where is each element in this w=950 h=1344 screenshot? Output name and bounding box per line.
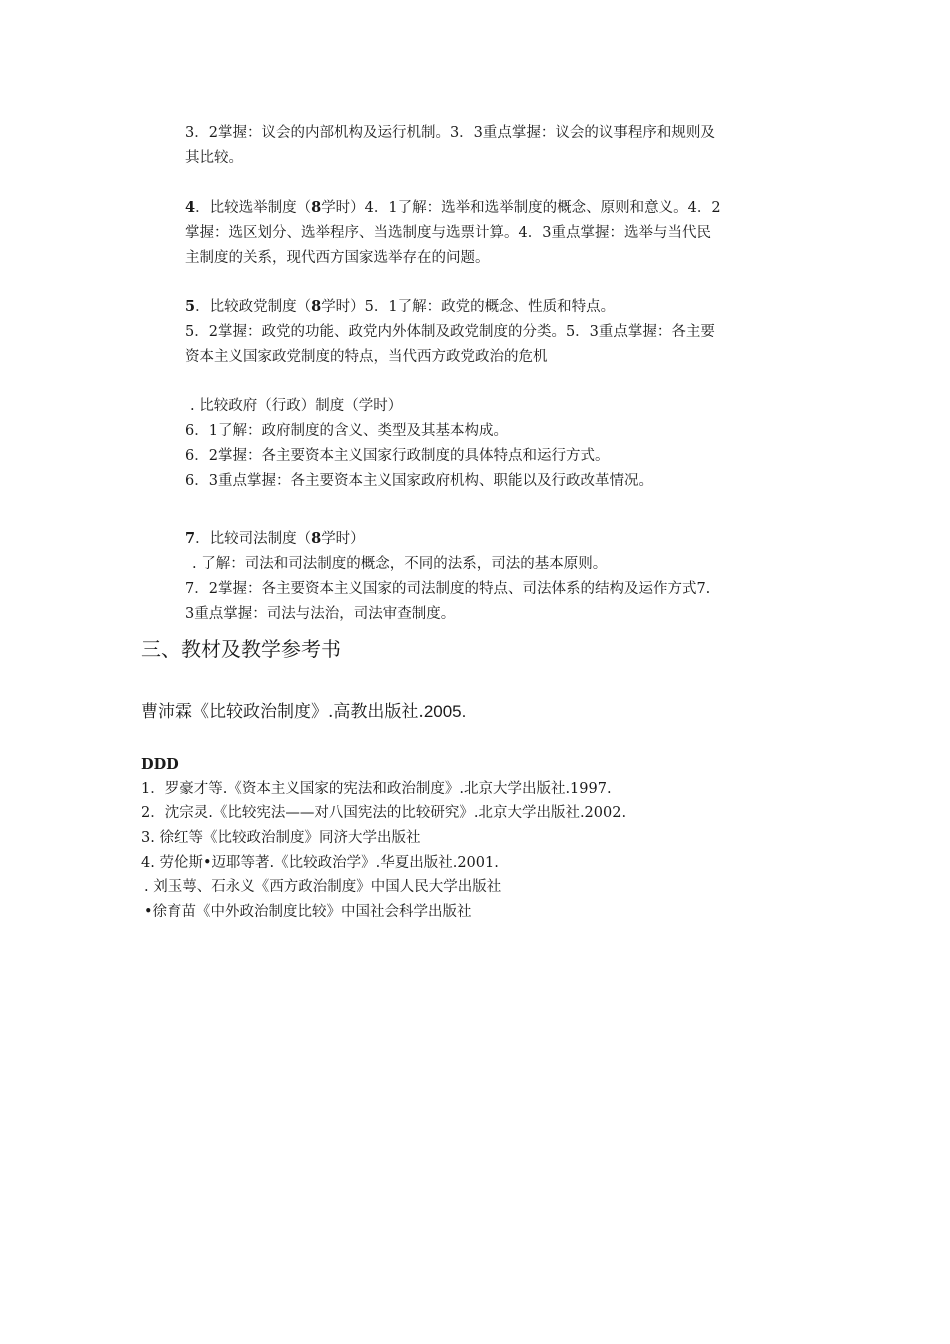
sec7-line-1	[185, 528, 365, 550]
sec7-title: ．比较司法制度（	[195, 531, 312, 547]
sec5-line-2: 5．2掌握：政党的功能、政党内外体制及政党制度的分类。5．3重点掌握：各主要	[185, 324, 715, 340]
reference-item-1: 1．罗豪才等.《资本主义国家的宪法和政治制度》.北京大学出版社.1997.	[141, 781, 612, 797]
sec6-line-2: 6．2掌握：各主要资本主义国家行政制度的具体特点和运行方式。	[185, 448, 610, 464]
sec7-line-1-rest: 学时）	[321, 531, 365, 547]
section-heading-textbooks: 三、教材及教学参考书	[141, 637, 341, 661]
references-heading: DDD	[141, 756, 179, 773]
sec5-number: 5	[185, 298, 196, 315]
sec4-number: 4	[185, 199, 196, 216]
sec3-line-1: 3．2掌握：议会的内部机构及运行机制。3．3重点掌握：议会的议事程序和规则及	[185, 125, 715, 141]
sec4-hours: 8	[311, 199, 322, 216]
sec4-line-3: 主制度的关系，现代西方国家选举存在的问题。	[185, 250, 490, 266]
reference-item-2: 2．沈宗灵.《比较宪法——对八国宪法的比较研究》.北京大学出版社.2002.	[141, 805, 627, 821]
textbook-entry	[141, 700, 466, 724]
sec5-line-3: 资本主义国家政党制度的特点，当代西方政党政治的危机	[185, 349, 548, 365]
sec7-line-4: 3重点掌握：司法与法治，司法审查制度。	[185, 606, 456, 622]
sec6-title: . 比较政府（行政）制度（学时）	[190, 398, 403, 414]
textbook-title: 曹沛霖《比较政治制度》.高教出版社.	[141, 702, 424, 722]
sec4-title: ．比较选举制度（	[195, 200, 312, 216]
sec4-line-1-rest: 学时）4．1了解：选举和选举制度的概念、原则和意义。4．2	[321, 200, 721, 216]
sec5-line-1	[185, 296, 615, 318]
sec4-line-2: 掌握：选区划分、选举程序、当选制度与选票计算。4．3重点掌握：选举与当代民	[185, 225, 711, 241]
reference-item-3: 3. 徐红等《比较政治制度》同济大学出版社	[141, 830, 421, 846]
sec3-line-2: 其比较。	[185, 150, 243, 166]
sec6-line-1: 6．1了解：政府制度的含义、类型及其基本构成。	[185, 423, 508, 439]
sec5-hours: 8	[311, 298, 322, 315]
sec7-number: 7	[185, 530, 196, 547]
reference-item-5: . 刘玉萼、石永义《西方政治制度》中国人民大学出版社	[144, 879, 502, 895]
sec7-hours: 8	[311, 530, 322, 547]
sec7-line-2: . 了解：司法和司法制度的概念，不同的法系，司法的基本原则。	[192, 556, 608, 572]
sec4-line-1	[185, 197, 721, 219]
sec5-title: ．比较政党制度（	[195, 299, 312, 315]
sec6-line-3: 6．3重点掌握：各主要资本主义国家政府机构、职能以及行政改革情况。	[185, 473, 653, 489]
reference-item-4: 4. 劳伦斯•迈耶等著.《比较政治学》.华夏出版社.2001.	[141, 855, 499, 871]
textbook-year: 2005.	[423, 702, 467, 721]
sec7-line-3: 7．2掌握：各主要资本主义国家的司法制度的特点、司法体系的结构及运作方式7.	[185, 581, 711, 597]
reference-item-6: •徐育苗《中外政治制度比较》中国社会科学出版社	[144, 904, 472, 920]
sec5-line-1-rest: 学时）5．1了解：政党的概念、性质和特点。	[321, 299, 616, 315]
